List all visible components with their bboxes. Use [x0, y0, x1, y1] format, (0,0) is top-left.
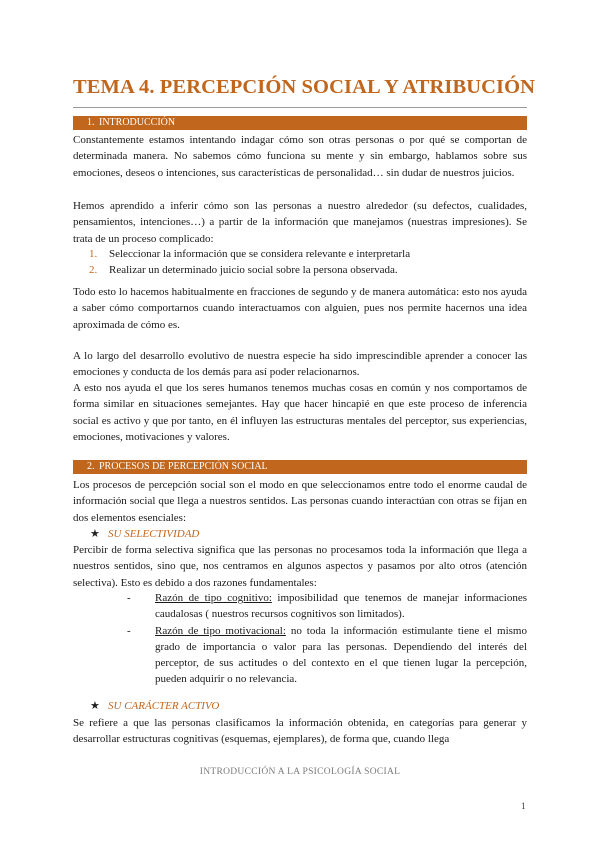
section-number: 1. [87, 117, 95, 128]
subheading-label: SU SELECTIVIDAD [108, 528, 200, 540]
intro-paragraph-2: Hemos aprendido a inferir cómo son las personas a nuestro alrededor (su defectos, cualidades, pensamientos, intenciones…) a partir de la información que manejamos (nuestras impresiones). Se trata de un proceso complicado: [73, 200, 527, 245]
list-number: 1. [89, 248, 98, 260]
section-header-procesos [73, 460, 527, 474]
list-item-text: Seleccionar la información que se considera relevante e interpretarla [109, 248, 411, 260]
page-title: TEMA 4. PERCEPCIÓN SOCIAL Y ATRIBUCIÓN [73, 76, 536, 98]
title-divider [73, 107, 527, 108]
section-label: PROCESOS DE PERCEPCIÓN SOCIAL [99, 461, 268, 472]
reasons-list [73, 590, 527, 688]
list-item-text: Realizar un determinado juicio social sobre la persona observada. [109, 264, 398, 277]
intro-paragraph-4: A lo largo del desarrollo evolutivo de nuestra especie ha sido imprescindible aprender a conocer las emociones y conducta de los demás para así poder relacionarnos. [73, 350, 527, 379]
list-item [73, 246, 527, 262]
section-label: INTRODUCCIÓN [99, 117, 176, 128]
list-number: 2. [89, 264, 98, 277]
reason-text: imposibilidad que tenemos de manejar informaciones caudalosas ( nuestros recursos cognitivos son limitados). [155, 592, 527, 621]
reason-term: Razón de tipo cognitivo: [155, 592, 272, 604]
star-icon: ★ [90, 528, 100, 540]
reason-text: no toda la información estimulante tiene el mismo grado de importancia o valor para las personas. Dependiendo del interés del perceptor, de sus actitudes o del contexto en el que tienen lugar la percepción, pueden adquirir o no relevancia. [155, 624, 527, 686]
intro-paragraph-3: Todo esto lo hacemos habitualmente en fracciones de segundo y de manera automática: esto nos ayuda a saber cómo comportarnos cuando interactuamos con alguien, pues nos permite hacernos una idea aproximada de cómo es. [73, 286, 527, 331]
list-item [73, 262, 527, 278]
star-icon: ★ [90, 700, 100, 712]
subheading-selectividad [90, 526, 199, 542]
reason-term: Razón de tipo motivacional: [155, 624, 286, 637]
list-item [73, 623, 527, 688]
intro-paragraph-1: Constantemente estamos intentando indagar cómo son otras personas o por qué se comportan de determinada manera. No sabemos cómo funciona su mente y sin embargo, hablamos sobre sus emociones, deseos o intenciones, sus características de personalidad… sin dudar de nuestros juicios. [73, 134, 527, 179]
dash-marker: - [127, 624, 131, 637]
section-header-introduccion [73, 116, 527, 130]
intro-paragraph-5: A esto nos ayuda el que los seres humanos tenemos muchas cosas en común y nos comportamos de forma similar en situaciones semejantes. Hay que hacer hincapié en que este proceso de inferencia social es activo y que por tanto, en él influyen las estructuras mentales del perceptor, sus experiencias, emociones, motivaciones y valores. [73, 382, 527, 443]
steps-list [73, 246, 527, 279]
section-number: 2. [87, 461, 95, 472]
list-item [73, 590, 527, 623]
dash-marker: - [127, 592, 131, 604]
page-footer: INTRODUCCIÓN A LA PSICOLOGÍA SOCIAL [199, 767, 401, 777]
procesos-paragraph-3: Se refiere a que las personas clasificamos la información obtenida, en categorías para generar y desarrollar estructuras cognitivas (esquemas, ejemplares), de forma que, cuando llega [73, 717, 527, 746]
subheading-caracter-activo [90, 698, 219, 714]
procesos-paragraph-2: Percibir de forma selectiva significa que las personas no procesamos toda la información que llega a nuestros sentidos, sino que, nos centramos en algunos aspectos y pasamos por alto otros (atención selectiva). Esto es debido a dos razones fundamentales: [73, 544, 527, 589]
subheading-label: SU CARÁCTER ACTIVO [108, 700, 220, 712]
procesos-paragraph-1: Los procesos de percepción social son el modo en que seleccionamos entre todo el enorme caudal de información social que llega a nuestros sentidos. Las personas cuando interactúan con otras se fijan en dos elementos esenciales: [73, 479, 527, 524]
page-number: 1 [521, 801, 526, 811]
